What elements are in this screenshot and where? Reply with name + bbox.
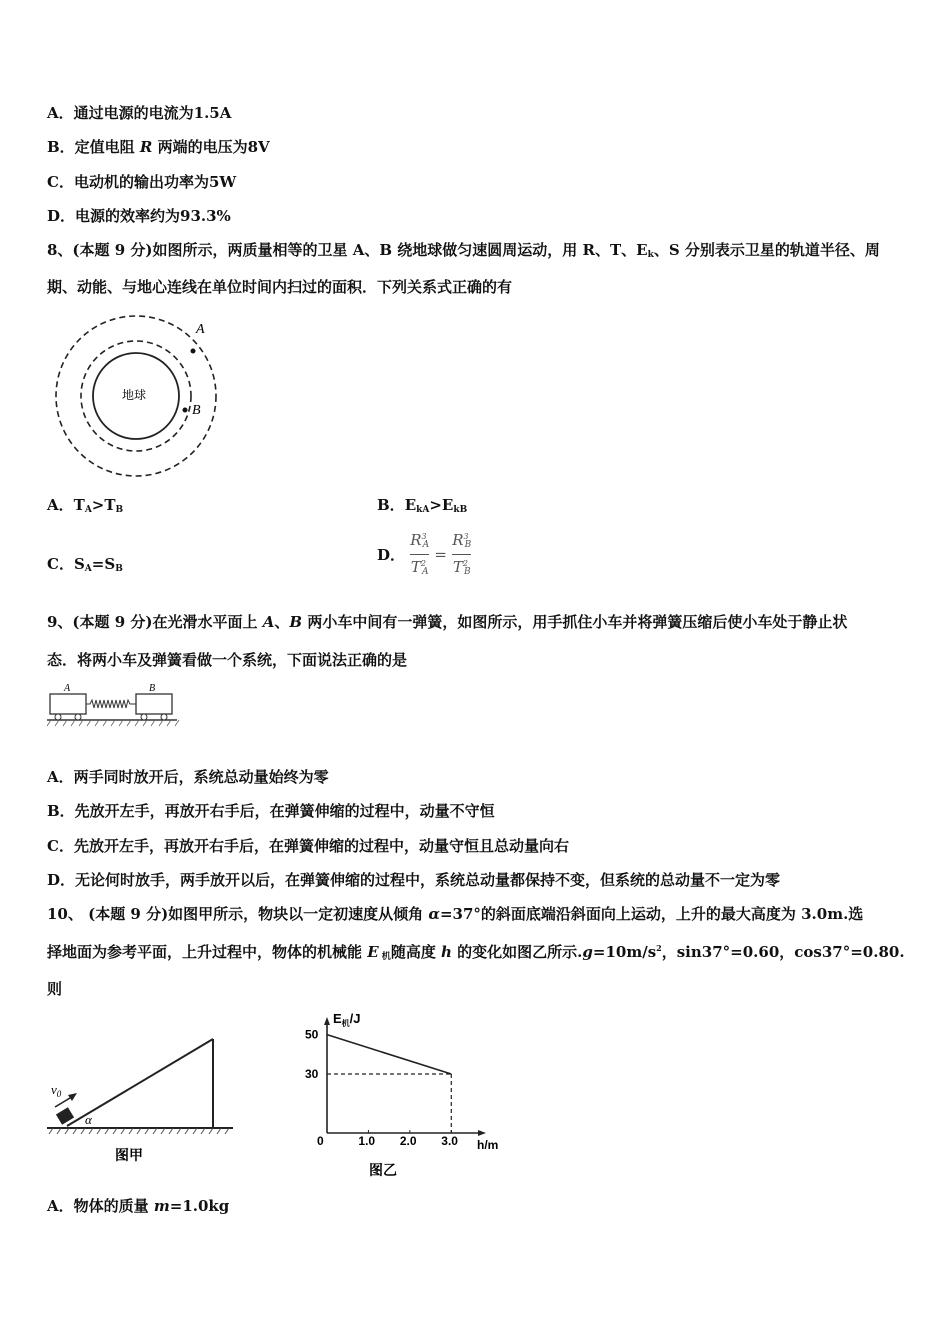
q9-stem-pre: 9、(本题 9 分)在光滑水平面上 — [47, 613, 263, 631]
q8-option-a — [47, 494, 123, 515]
q8-option-a-op: > — [91, 496, 105, 514]
q10-stem2-exp: 2 — [656, 943, 662, 953]
fig-b-caption: 图乙 — [369, 1162, 397, 1178]
q8-stem-text: 8、(本题 9 分)如图所示，两质量相等的卫星 A、B 绕地球做匀速圆周运动，用 R、T、E — [47, 241, 648, 259]
origin-label: 0 — [317, 1134, 324, 1148]
spring — [86, 700, 136, 708]
q10-stem2-end: =10m/s — [592, 943, 657, 961]
q9-option-a: A．两手同时放开后，系统总动量始终为零 — [47, 768, 329, 786]
fig-a-caption: 图甲 — [115, 1147, 143, 1163]
q8-option-b-e2: E — [441, 496, 454, 514]
y-tick-label: 50 — [305, 1027, 319, 1042]
cart-b-wheel-right — [161, 714, 167, 720]
q9-stem-sep: 、 — [274, 613, 290, 631]
q10-stem2-pre: 择地面为参考平面，上升过程中，物体的机械能 — [47, 943, 368, 961]
q10-option-a — [47, 1195, 229, 1216]
cart-b-label: B — [149, 683, 156, 694]
q10-stem2-esub: 机 — [378, 952, 391, 962]
q10-stem-line3: 则 — [47, 980, 63, 998]
q8-stem-sub: k — [647, 250, 654, 260]
q7-option-b-post: 两端的电压为8V — [152, 138, 270, 156]
q8-option-b — [377, 494, 467, 515]
q8-option-c — [47, 553, 123, 574]
q10-option-a-pre: A．物体的质量 — [47, 1197, 154, 1215]
q10-stem-line2 — [47, 941, 905, 962]
q8-stem-end: 、S 分别表示卫星的轨道半径、周 — [653, 241, 880, 259]
q10-option-a-post: =1.0kg — [169, 1197, 230, 1215]
q8-option-a-t1: T — [73, 496, 85, 514]
q8-stem-line2: 期、动能、与地心连线在单位时间内扫过的面积．下列关系式正确的有 — [47, 278, 513, 296]
q8-option-d-frac-left — [410, 528, 429, 581]
q9-stem-line2: 态．将两小车及弹簧看做一个系统，下面说法正确的是 — [47, 651, 408, 669]
alpha-label: α — [85, 1112, 92, 1127]
q9-carts-figure — [45, 680, 180, 730]
ground-hatch — [47, 720, 179, 726]
q8-option-d — [377, 528, 471, 581]
q8-option-a-sub1: A — [84, 505, 92, 515]
energy-series-line — [327, 1035, 451, 1074]
satellite-b — [183, 408, 188, 413]
q10-stem2-g: g — [582, 943, 593, 961]
q7-option-b — [47, 136, 270, 157]
q10-stem2-mid: 随高度 — [390, 943, 442, 961]
q7-option-c: C．电动机的输出功率为5W — [47, 173, 237, 191]
q7-option-b-pre: B．定值电阻 — [47, 138, 140, 156]
frac-left-den: $T^2_A$ — [410, 554, 429, 581]
q8-option-a-prefix: A． — [47, 496, 74, 514]
cart-a-label: A — [64, 683, 71, 694]
q8-option-c-op: = — [91, 555, 105, 573]
q8-option-c-s1: S — [73, 555, 85, 573]
y-tick-label: 30 — [305, 1067, 319, 1081]
q10-option-a-var: m — [153, 1197, 170, 1215]
q10-energy-chart — [295, 1005, 499, 1180]
q8-option-c-sub1: A — [84, 564, 92, 574]
satellite-a-label: A — [196, 322, 205, 337]
q8-orbit-figure — [50, 315, 230, 480]
cart-b — [136, 694, 172, 714]
q8-option-c-prefix: C． — [47, 555, 74, 573]
cart-a-wheel-right — [75, 714, 81, 720]
q8-option-b-prefix: B． — [377, 496, 405, 514]
incline-block — [56, 1107, 74, 1124]
x-tick-label: 2.0 — [399, 1134, 417, 1148]
x-axis-arrow — [478, 1130, 486, 1136]
satellite-a — [191, 349, 196, 354]
q10-stem2-e: E — [367, 943, 379, 961]
q10-incline-figure — [45, 1030, 240, 1170]
x-tick-label: 1.0 — [358, 1134, 376, 1148]
q8-option-b-sub2: kB — [453, 505, 468, 515]
frac-left-num: $R^3_A$ — [410, 531, 430, 550]
q8-option-b-sub1: kA — [416, 505, 430, 515]
velocity-arrow-head — [68, 1093, 77, 1101]
q7-option-d: D．电源的效率约为93.3% — [47, 207, 231, 225]
q8-option-d-frac-right — [452, 528, 471, 581]
q8-option-c-sub2: B — [115, 564, 123, 574]
q10-stem2-h: h — [441, 943, 452, 961]
q8-option-b-op: > — [429, 496, 442, 514]
q9-option-d: D．无论何时放手，两手放开以后，在弹簧伸缩的过程中，系统总动量都保持不变，但系统的总动量不一定为零 — [47, 871, 781, 889]
earth-label: 地球 — [122, 388, 147, 402]
q10-stem-pre: 10、 (本题 9 分)如图甲所示，物块以一定初速度从倾角 — [47, 905, 429, 923]
cart-a — [50, 694, 86, 714]
cart-a-wheel-left — [55, 714, 61, 720]
q8-option-d-prefix: D． — [377, 546, 406, 564]
q10-stem2-tail: ，sin37°=0.60，cos37°=0.80. — [661, 943, 905, 961]
chart-layer — [305, 1011, 498, 1178]
q9-stem-line1 — [47, 611, 847, 632]
q8-stem-line1 — [47, 239, 880, 260]
q9-option-b: B．先放开左手，再放开右手后，在弹簧伸缩的过程中，动量不守恒 — [47, 802, 495, 820]
v0-label: $v_0$ — [51, 1082, 62, 1099]
frac-right-den: $T^2_B$ — [452, 554, 471, 581]
q9-stem-post: 两小车中间有一弹簧，如图所示，用手抓住小车并将弹簧压缩后使小车处于静止状 — [302, 613, 848, 631]
y-axis-label: $E_机/J$ — [333, 1011, 361, 1028]
q9-stem-a: A — [262, 613, 275, 631]
x-tick-label: 3.0 — [441, 1134, 458, 1148]
frac-right-num: $R^3_B$ — [452, 531, 472, 550]
q10-stem2-mid2: 的变化如图乙所示. — [451, 943, 583, 961]
q8-option-d-op: = — [434, 545, 447, 564]
q7-option-a: A．通过电源的电流为1.5A — [47, 104, 232, 122]
q8-option-c-s2: S — [104, 555, 116, 573]
satellite-b-label: B — [192, 403, 201, 418]
q7-option-b-var: R — [139, 138, 153, 156]
q9-stem-b: B — [289, 613, 303, 631]
q10-stem-alpha: α — [428, 905, 440, 923]
y-axis-arrow — [324, 1017, 330, 1025]
q10-stem-post: =37°的斜面底端沿斜面向上运动，上升的最大高度为 3.0m.选 — [439, 905, 864, 923]
q8-option-a-t2: T — [104, 496, 116, 514]
q10-stem-line1 — [47, 903, 863, 924]
q8-option-b-e1: E — [404, 496, 417, 514]
cart-b-wheel-left — [141, 714, 147, 720]
q9-option-c: C．先放开左手，再放开右手后，在弹簧伸缩的过程中，动量守恒且总动量向右 — [47, 837, 569, 855]
q8-option-a-sub2: B — [115, 505, 124, 515]
x-axis-label: h/m — [477, 1138, 499, 1152]
